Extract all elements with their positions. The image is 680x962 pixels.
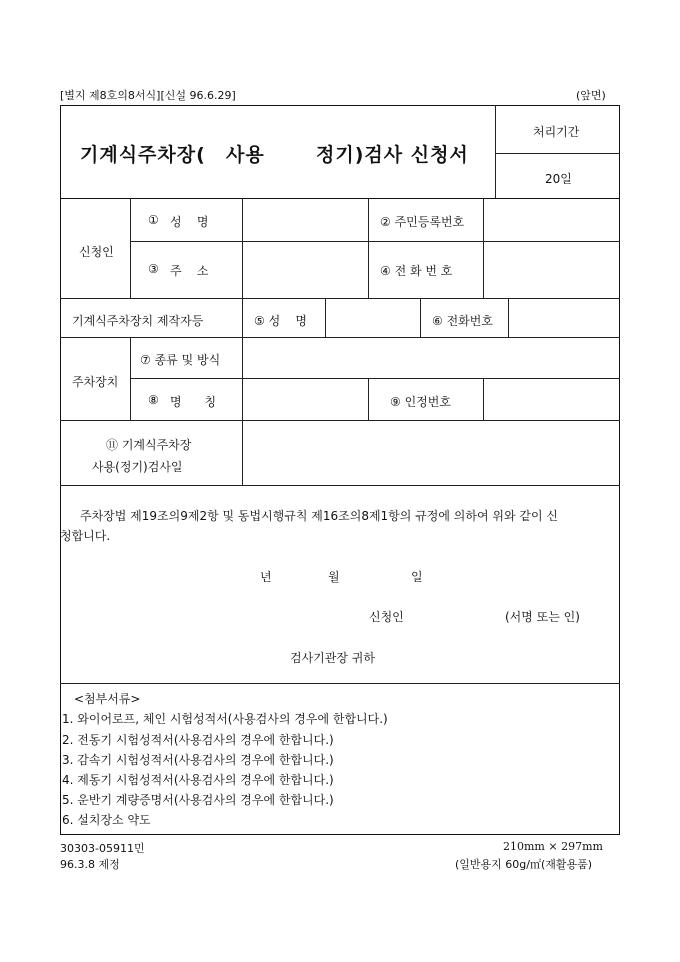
applicant-phone-label: ④ 전 화 번 호 [380,264,453,278]
enacted-date: 96.3.8 제정 [60,858,120,871]
paper-size: 210mm × 297mm [503,840,603,853]
device-name-label: 명 칭 [170,395,217,409]
processing-period-label: 처리기간 [533,125,580,139]
applicant-address-number: ③ [148,262,159,276]
attachment-item: 2. 전동기 시험성적서(사용검사의 경우에 한합니다.) [62,733,334,747]
date-year-label: 년 [260,570,272,584]
device-type-field[interactable] [243,338,619,377]
applicant-group-label: 신청인 [79,245,114,259]
applicant-address-label: 주 소 [170,264,209,278]
maker-name-label: ⑤ 성 명 [254,314,308,328]
device-type-label: ⑦ 종류 및 방식 [140,353,221,367]
form-title-part3: 정기)검사 신청서 [316,144,469,166]
maker-name-field[interactable] [326,299,419,336]
certification-number-field[interactable] [484,379,619,419]
attachment-item: 4. 제동기 시험성적서(사용검사의 경우에 한합니다.) [62,773,334,787]
form-title-part2: 사용 [226,144,265,166]
device-name-field[interactable] [243,379,367,419]
certification-number-label: ⑨ 인정번호 [390,395,451,409]
attachment-item: 3. 감속기 시험성적서(사용검사의 경우에 한합니다.) [62,753,334,767]
applicant-name-field[interactable] [243,199,367,240]
page-side-label: (앞면) [576,89,606,102]
maker-label: 기계식주차장치 제작자등 [72,314,204,328]
applicant-name-number: ① [148,213,159,227]
processing-period-value: 20일 [545,172,572,186]
inspection-date-label-line1: ⑪ 기계식주차장 [106,438,192,452]
resident-number-field[interactable] [484,199,619,240]
inspection-date-field[interactable] [243,421,619,484]
maker-phone-label: ⑥ 전화번호 [432,314,493,328]
device-name-number: ⑧ [148,393,159,407]
attachment-item: 1. 와이어로프, 체인 시험성적서(사용검사의 경우에 한합니다.) [62,712,388,726]
paper-type: (일반용지 60g/㎡(재활용품) [455,858,593,871]
applicant-phone-field[interactable] [484,242,619,297]
form-reference: [별지 제8호의8서식][신설 96.6.29] [60,89,236,102]
signature-hint: (서명 또는 인) [505,610,580,624]
device-group-label: 주차장치 [72,375,119,389]
addressee: 검사기관장 귀하 [290,651,375,665]
form-code: 30303-05911민 [60,842,145,855]
statement-line1: 주차장법 제19조의9제2항 및 동법시행규칙 제16조의8제1항의 규정에 의하여 위와 같이 신 [80,509,558,523]
statement-line2: 청합니다. [60,529,111,543]
attachment-item: 5. 운반기 계량증명서(사용검사의 경우에 한합니다.) [62,793,334,807]
inspection-date-label-line2: 사용(정기)검사일 [92,460,183,474]
applicant-name-label: 성 명 [170,215,209,229]
attachments-heading: <첨부서류> [74,692,141,706]
resident-number-label: ② 주민등록번호 [380,215,465,229]
form-title-part1: 기계식주차장( [80,144,206,166]
maker-phone-field[interactable] [509,299,619,336]
applicant-sign-label: 신청인 [369,610,404,624]
date-day-label: 일 [411,570,423,584]
date-month-label: 월 [328,570,340,584]
attachment-item: 6. 설치장소 약도 [62,813,151,827]
applicant-address-field[interactable] [243,242,367,297]
